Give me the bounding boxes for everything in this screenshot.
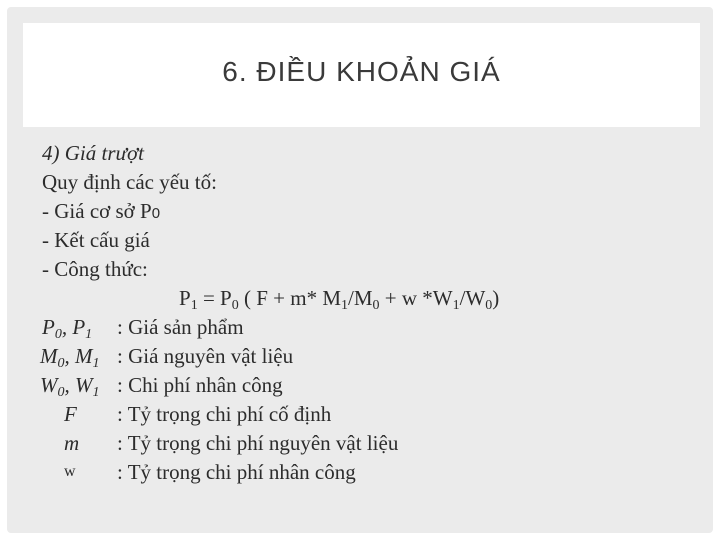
item-base-price-text: - Giá cơ sở P [42, 199, 152, 223]
formula-part: ) [492, 286, 500, 310]
formula-part: ( F + m* M [238, 286, 341, 310]
item-base-price [42, 199, 160, 226]
legend-sub: 1 [92, 356, 100, 371]
formula-sub: 1 [190, 298, 198, 313]
formula-eq: = P [197, 286, 232, 310]
item-formula-label: - Công thức: [42, 257, 148, 281]
formula-p: P [179, 286, 191, 310]
formula-sub: 1 [341, 298, 348, 313]
legend-sub: 1 [92, 385, 100, 400]
formula [179, 286, 500, 313]
formula-sub: 1 [452, 298, 460, 313]
formula-part: /M [348, 286, 373, 310]
legend-sep: , [61, 315, 73, 339]
item-price-structure: - Kết cấu giá [42, 228, 150, 252]
legend-symbol-b: P [72, 315, 86, 339]
formula-part: /W [459, 286, 486, 310]
legend-symbol-b: M [75, 344, 93, 368]
legend-symbol [40, 344, 100, 371]
legend-sep: , [64, 373, 75, 397]
legend-desc: : Giá sản phẩm [117, 315, 244, 339]
legend-desc: : Tỷ trọng chi phí nhân công [117, 460, 356, 484]
intro-text: Quy định các yếu tố: [42, 170, 217, 194]
formula-part: + w *W [379, 286, 453, 310]
legend-symbol-a: W [40, 373, 58, 397]
slide-title: 6. ĐIỀU KHOẢN GIÁ [222, 56, 501, 87]
formula-sub: 0 [485, 298, 493, 313]
legend-symbol [42, 315, 93, 342]
legend-symbol: m [64, 431, 80, 455]
legend-sub: 0 [57, 356, 65, 371]
formula-sub: 0 [231, 298, 239, 313]
legend-desc: : Tỷ trọng chi phí cố định [117, 402, 332, 426]
legend-desc: : Tỷ trọng chi phí nguyên vật liệu [117, 431, 399, 455]
legend-symbol [40, 373, 100, 400]
legend-symbol-a: P [42, 315, 55, 339]
legend-symbol: w [64, 463, 76, 480]
item-base-price-sub: 0 [151, 205, 161, 222]
section-heading: 4) Giá trượt [42, 141, 144, 165]
legend-desc: : Giá nguyên vật liệu [117, 344, 294, 368]
legend-symbol-a: M [40, 344, 58, 368]
legend-sep: , [64, 344, 75, 368]
legend-sub: 1 [85, 327, 93, 342]
formula-sub: 0 [372, 298, 380, 313]
legend-desc: : Chi phí nhân công [117, 373, 283, 397]
legend-symbol: F [64, 402, 77, 426]
legend-sub: 0 [54, 327, 62, 342]
legend-sub: 0 [57, 385, 65, 400]
legend-symbol-b: W [75, 373, 93, 397]
